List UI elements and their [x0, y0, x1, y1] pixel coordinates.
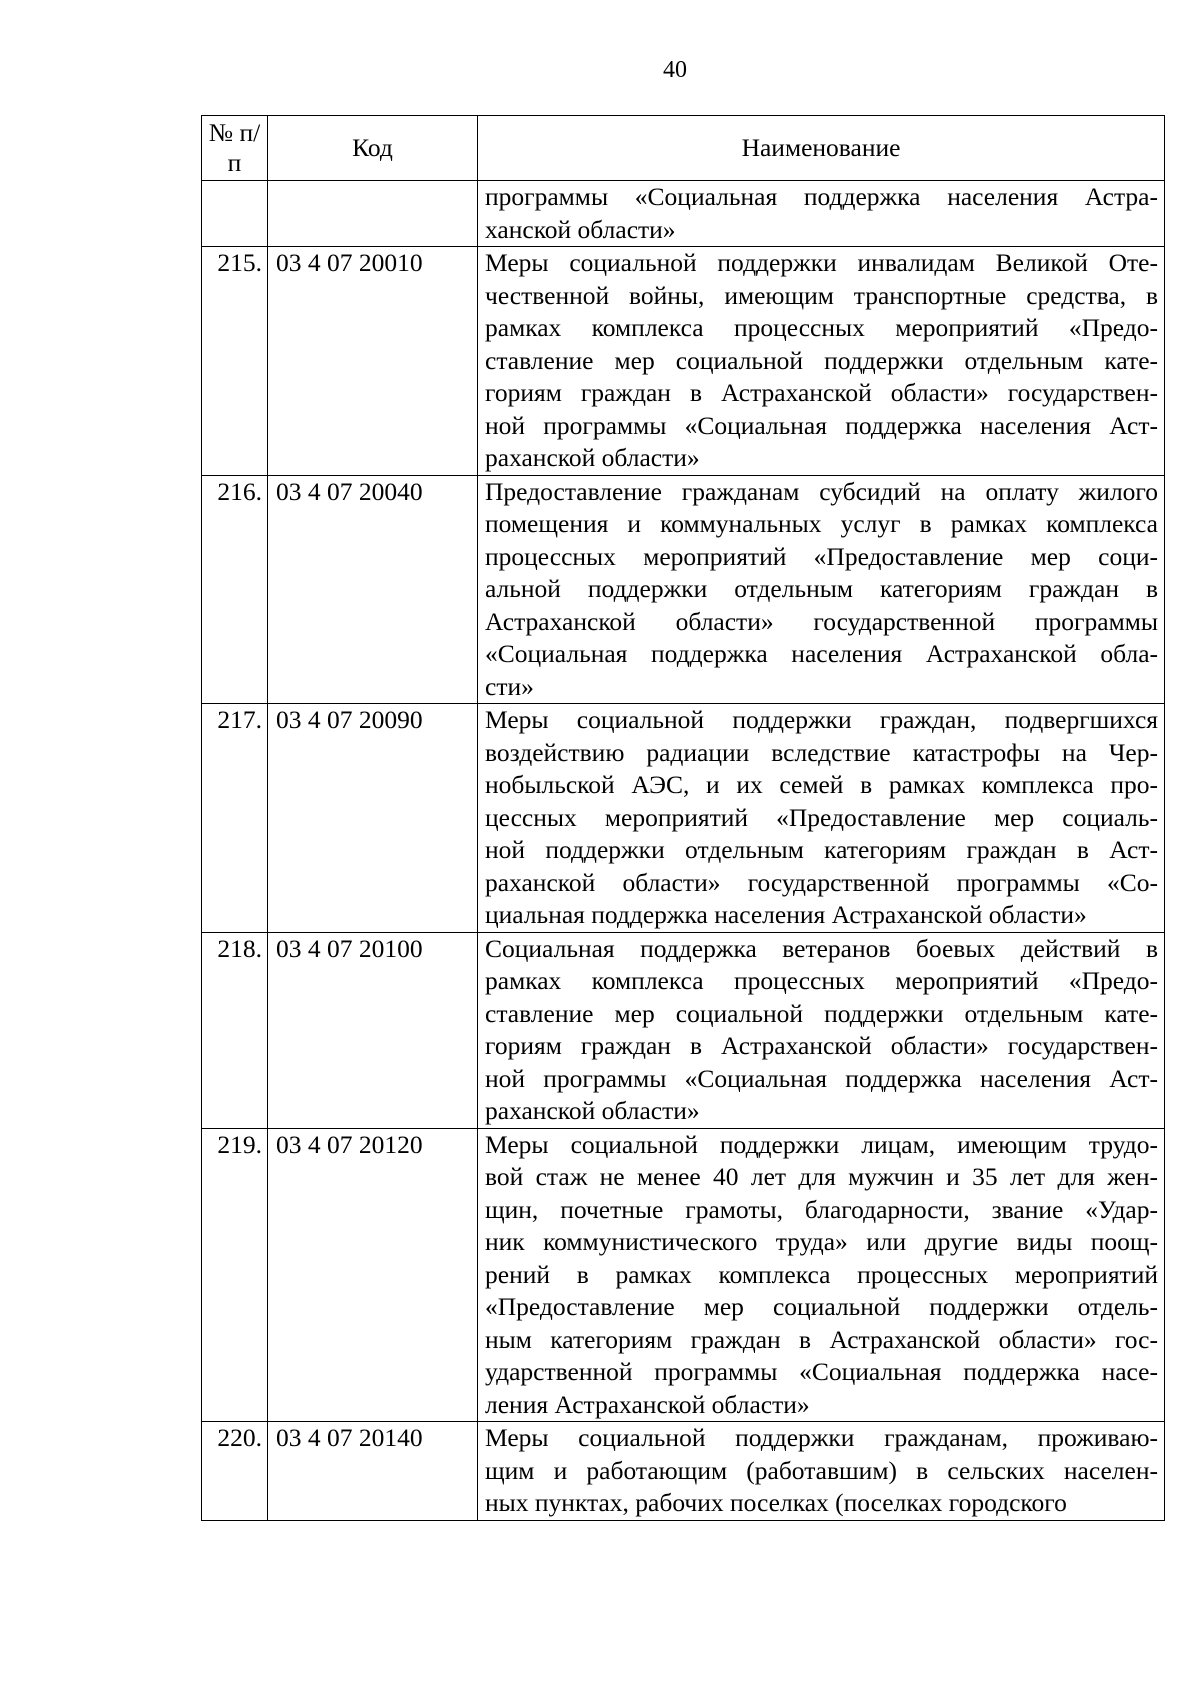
- row-name-line: вой стаж не менее 40 лет для мужчин и 35 лет для жен-: [485, 1162, 1158, 1191]
- row-name-line: «Предоставление мер социальной поддержки отдель-: [485, 1292, 1158, 1321]
- row-number: 216.: [202, 475, 268, 704]
- header-code: [268, 116, 478, 181]
- header-name-label: Наименование: [741, 132, 901, 162]
- row-name-line: ударственной программы «Социальная поддержка насе-: [485, 1357, 1158, 1386]
- row-name-line: гориям граждан в Астраханской области» государствен-: [485, 378, 1158, 407]
- row-name: [478, 1422, 1165, 1521]
- header-name: [478, 116, 1165, 181]
- table-row: [202, 1128, 1165, 1422]
- row-name: [478, 247, 1165, 476]
- header-code-label: Код: [352, 132, 393, 162]
- row-code: 03 4 07 20090: [268, 704, 478, 933]
- table-row: [202, 704, 1165, 933]
- table-row: [202, 247, 1165, 476]
- table-row: [202, 932, 1165, 1128]
- row-name-line: ления Астраханской области»: [485, 1389, 810, 1419]
- row-name-line: Социальная поддержка ветеранов боевых действий в: [485, 933, 1158, 963]
- row-name-line: процессных мероприятий «Предоставление мер соци-: [485, 541, 1158, 571]
- row-name-line: помещения и коммунальных услуг в рамках комплекса: [485, 509, 1158, 538]
- row-number: 220.: [202, 1422, 268, 1521]
- row-name-line: гориям граждан в Астраханской области» государствен-: [485, 1031, 1158, 1060]
- row-name-line: щим и работающим (работавшим) в сельских населен-: [485, 1455, 1158, 1485]
- header-num-label: № п/п: [208, 118, 261, 177]
- row-name: [478, 1128, 1165, 1422]
- row-name: [478, 181, 1165, 247]
- row-name-line: нобыльской АЭС, и их семей в рамках комплекса про-: [485, 770, 1158, 799]
- row-name-line: сти»: [485, 671, 534, 701]
- row-code: [268, 181, 478, 247]
- table-header-row: [202, 116, 1165, 181]
- budget-code-table: [201, 115, 1165, 1521]
- row-code: 03 4 07 20140: [268, 1422, 478, 1521]
- row-number: 215.: [202, 247, 268, 476]
- row-name-line: Меры социальной поддержки гражданам, проживаю-: [485, 1423, 1158, 1452]
- row-name-line: ным категориям граждан в Астраханской области» гос-: [485, 1324, 1158, 1354]
- row-name-line: раханской области»: [485, 443, 700, 472]
- row-name-line: ной программы «Социальная поддержка населения Аст-: [485, 1063, 1158, 1093]
- row-name: [478, 475, 1165, 704]
- row-name-line: ханской области»: [485, 214, 676, 244]
- row-name-line: ной поддержки отдельным категориям граждан в Аст-: [485, 835, 1158, 864]
- row-name-line: «Социальная поддержка населения Астраханской обла-: [485, 639, 1158, 668]
- row-name-line: альной поддержки отдельным категориям граждан в: [485, 574, 1158, 603]
- row-name-line: раханской области»: [485, 1096, 700, 1125]
- row-name-line: рамках комплекса процессных мероприятий «Предо-: [485, 966, 1158, 995]
- row-name-line: чественной войны, имеющим транспортные средства, в: [485, 280, 1158, 310]
- row-name-line: Астраханской области» государственной программы: [485, 606, 1158, 636]
- header-num: [202, 116, 268, 181]
- row-name-line: Меры социальной поддержки инвалидам Великой Оте-: [485, 248, 1158, 277]
- row-name-line: ных пунктах, рабочих поселках (поселках городского: [485, 1488, 1067, 1517]
- row-name-line: Меры социальной поддержки лицам, имеющим трудо-: [485, 1129, 1158, 1159]
- row-number: 218.: [202, 932, 268, 1128]
- row-name-line: раханской области» государственной программы «Со-: [485, 867, 1158, 897]
- row-name-line: щин, почетные грамоты, благодарности, звание «Удар-: [485, 1194, 1158, 1224]
- table-row: [202, 181, 1165, 247]
- page-number: 40: [663, 57, 687, 83]
- row-name-line: цессных мероприятий «Предоставление мер социаль-: [485, 802, 1158, 832]
- row-name-line: ставление мер социальной поддержки отдельным кате-: [485, 998, 1158, 1028]
- row-name-line: воздействию радиации вследствие катастрофы на Чер-: [485, 737, 1158, 767]
- table-row: [202, 1422, 1165, 1521]
- row-code: 03 4 07 20120: [268, 1128, 478, 1422]
- row-name: [478, 704, 1165, 933]
- table-row: [202, 475, 1165, 704]
- row-code: 03 4 07 20010: [268, 247, 478, 476]
- row-number: 219.: [202, 1128, 268, 1422]
- row-name-line: Меры социальной поддержки граждан, подвергшихся: [485, 705, 1158, 734]
- row-name-line: ной программы «Социальная поддержка населения Аст-: [485, 410, 1158, 440]
- row-number: [202, 181, 268, 247]
- row-number: 217.: [202, 704, 268, 933]
- row-code: 03 4 07 20040: [268, 475, 478, 704]
- row-name-line: ник коммунистического труда» или другие виды поощ-: [485, 1227, 1158, 1256]
- row-name-line: ставление мер социальной поддержки отдельным кате-: [485, 345, 1158, 375]
- row-name-line: рений в рамках комплекса процессных мероприятий: [485, 1259, 1158, 1289]
- table-body: [202, 181, 1165, 1521]
- row-name-line: программы «Социальная поддержка населения Астра-: [485, 182, 1158, 211]
- row-name: [478, 932, 1165, 1128]
- row-name-line: Предоставление гражданам субсидий на оплату жилого: [485, 476, 1158, 506]
- row-code: 03 4 07 20100: [268, 932, 478, 1128]
- row-name-line: рамках комплекса процессных мероприятий «Предо-: [485, 313, 1158, 342]
- row-name-line: циальная поддержка населения Астраханской области»: [485, 900, 1087, 929]
